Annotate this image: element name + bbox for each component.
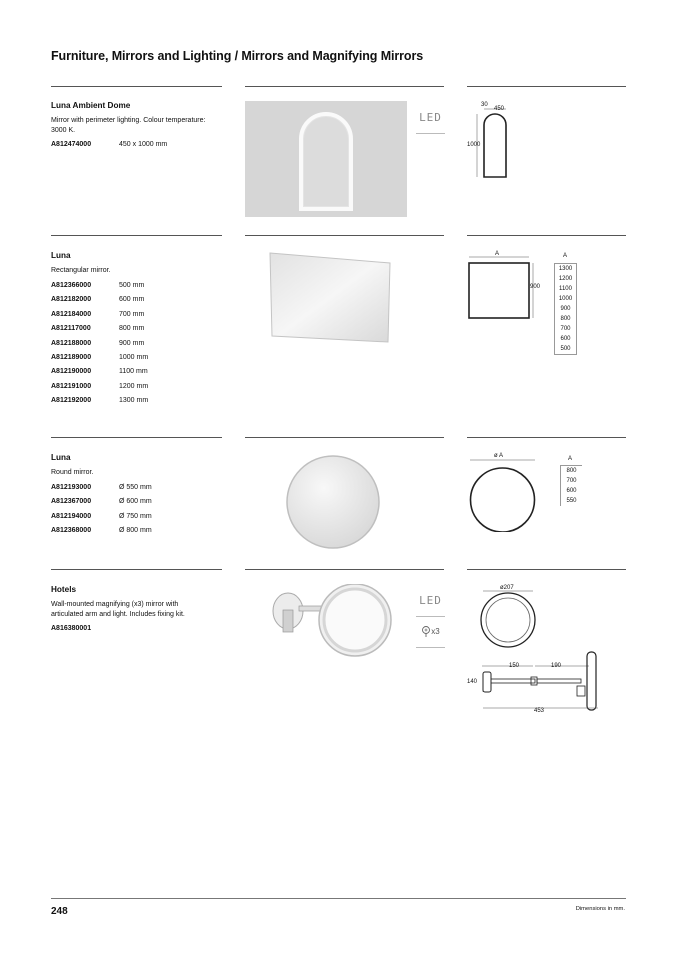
dim-width-label: A	[495, 251, 500, 257]
product-code: A812191000	[51, 382, 92, 390]
magnifier-factor: x3	[431, 626, 440, 636]
product-luna-ambient-dome	[51, 101, 211, 155]
code-row	[51, 354, 211, 368]
footer-divider	[51, 898, 626, 899]
dim-value: 900	[560, 306, 571, 312]
product-code: A812474000	[51, 141, 92, 148]
divider	[245, 437, 444, 438]
product-size: 500 mm	[119, 282, 145, 289]
product-code: A812189000	[51, 353, 92, 361]
divider	[467, 86, 626, 87]
product-size: 800 mm	[119, 325, 145, 333]
divider	[51, 569, 222, 570]
dim-value: 800	[560, 316, 571, 322]
dim-diameter-label: ø A	[494, 453, 504, 459]
product-luna-rectangular	[51, 251, 211, 412]
dim-total: 453	[534, 708, 545, 714]
dim-value: 500	[560, 346, 571, 352]
code-row	[51, 282, 211, 296]
product-code: A812184000	[51, 310, 92, 318]
footnote: Dimensions in mm.	[575, 906, 625, 912]
dim-table-header: A	[563, 253, 568, 259]
code-row	[51, 141, 211, 155]
product-size: 1200 mm	[119, 382, 149, 390]
product-size: 700 mm	[119, 310, 145, 318]
dim-table	[560, 465, 582, 506]
product-size: 1000 mm	[119, 353, 149, 361]
product-size: 1100 mm	[119, 368, 148, 376]
divider	[467, 569, 626, 570]
dim-arm2: 190	[551, 663, 562, 669]
dim-value: 1300	[558, 266, 573, 272]
dim-value: 600	[566, 488, 577, 494]
dim-arm1: 150	[509, 663, 520, 669]
code-row	[51, 513, 211, 527]
magnifier-icon	[421, 625, 431, 637]
dim-table	[554, 263, 577, 355]
dim-value: 1200	[558, 276, 573, 282]
dim-width: 450	[494, 106, 505, 112]
page-number: 248	[51, 906, 68, 917]
product-code: A812190000	[51, 368, 92, 376]
product-size: 600 mm	[119, 296, 145, 304]
code-row	[51, 383, 211, 397]
product-size: 450 x 1000 mm	[119, 141, 168, 148]
product-code: A812193000	[51, 484, 92, 491]
dim-height: 900	[530, 284, 541, 290]
product-photo-round	[245, 452, 407, 552]
product-size: 1300 mm	[119, 397, 149, 405]
magnifier-badge	[416, 616, 445, 648]
code-list	[51, 282, 211, 412]
product-description: Wall-mounted magnifying (x3) mirror with articulated arm and light. Includes fixing kit.	[51, 601, 185, 618]
code-row	[51, 625, 211, 639]
page-title: Furniture, Mirrors and Lighting / Mirrors and Magnifying Mirrors	[51, 49, 424, 63]
led-badge	[416, 584, 445, 617]
dim-drawing-round	[467, 452, 547, 532]
product-code: A812192000	[51, 397, 92, 405]
product-size: Ø 550 mm	[119, 484, 152, 491]
divider	[51, 86, 222, 87]
code-row	[51, 527, 211, 541]
led-badge	[416, 101, 445, 134]
product-code: A812366000	[51, 282, 92, 289]
dim-value: 700	[566, 478, 577, 484]
product-code: A812367000	[51, 498, 92, 506]
product-size: 900 mm	[119, 339, 145, 347]
product-name: Hotels	[51, 585, 77, 594]
product-description: Round mirror.	[51, 469, 94, 476]
dim-height: 140	[467, 679, 478, 685]
product-size: Ø 800 mm	[119, 527, 152, 535]
code-row	[51, 368, 211, 382]
product-code: A816380001	[51, 625, 92, 632]
divider	[51, 437, 222, 438]
divider	[467, 235, 626, 236]
dim-value: 800	[566, 468, 577, 474]
dim-value: 1000	[558, 296, 573, 302]
product-code: A812117000	[51, 325, 91, 333]
dim-drawing-hotels	[467, 584, 602, 714]
product-description: Mirror with perimeter lighting. Colour temperature: 3000 K.	[51, 117, 206, 134]
dim-drawing-dome	[467, 101, 527, 181]
magnifier-label	[416, 625, 445, 637]
divider	[245, 569, 444, 570]
product-photo-hotels	[245, 584, 407, 664]
code-row	[51, 296, 211, 310]
product-photo-dome	[245, 101, 407, 217]
dim-depth: 30	[481, 102, 488, 108]
divider	[51, 235, 222, 236]
divider	[245, 86, 444, 87]
dim-height: 1000	[467, 142, 481, 148]
led-icon: LED	[419, 111, 442, 124]
product-description: Rectangular mirror.	[51, 267, 111, 274]
divider	[245, 235, 444, 236]
dim-drawing-rectangular	[467, 250, 547, 330]
product-luna-round	[51, 453, 211, 542]
divider	[467, 437, 626, 438]
dim-table-header: A	[568, 456, 573, 462]
dim-value: 1100	[559, 286, 572, 292]
product-photo-rectangular	[245, 250, 407, 350]
product-size: Ø 750 mm	[119, 512, 152, 520]
code-row	[51, 325, 211, 339]
product-code: A812182000	[51, 296, 92, 304]
dim-value: 600	[560, 336, 571, 342]
code-row	[51, 498, 211, 512]
product-size: Ø 600 mm	[119, 498, 152, 506]
led-icon: LED	[419, 594, 442, 607]
dim-diameter: ø207	[500, 585, 514, 591]
code-row	[51, 311, 211, 325]
dim-value: 550	[566, 498, 577, 504]
code-row	[51, 484, 211, 498]
product-code: A812368000	[51, 527, 92, 535]
product-code: A812188000	[51, 339, 92, 347]
product-code: A812194000	[51, 512, 92, 520]
product-name: Luna Ambient Dome	[51, 101, 131, 110]
product-name: Luna	[51, 453, 71, 462]
code-row	[51, 340, 211, 354]
product-name: Luna	[51, 251, 71, 260]
dim-value: 700	[560, 326, 571, 332]
code-list	[51, 484, 211, 542]
product-hotels	[51, 585, 211, 639]
code-row	[51, 397, 211, 411]
